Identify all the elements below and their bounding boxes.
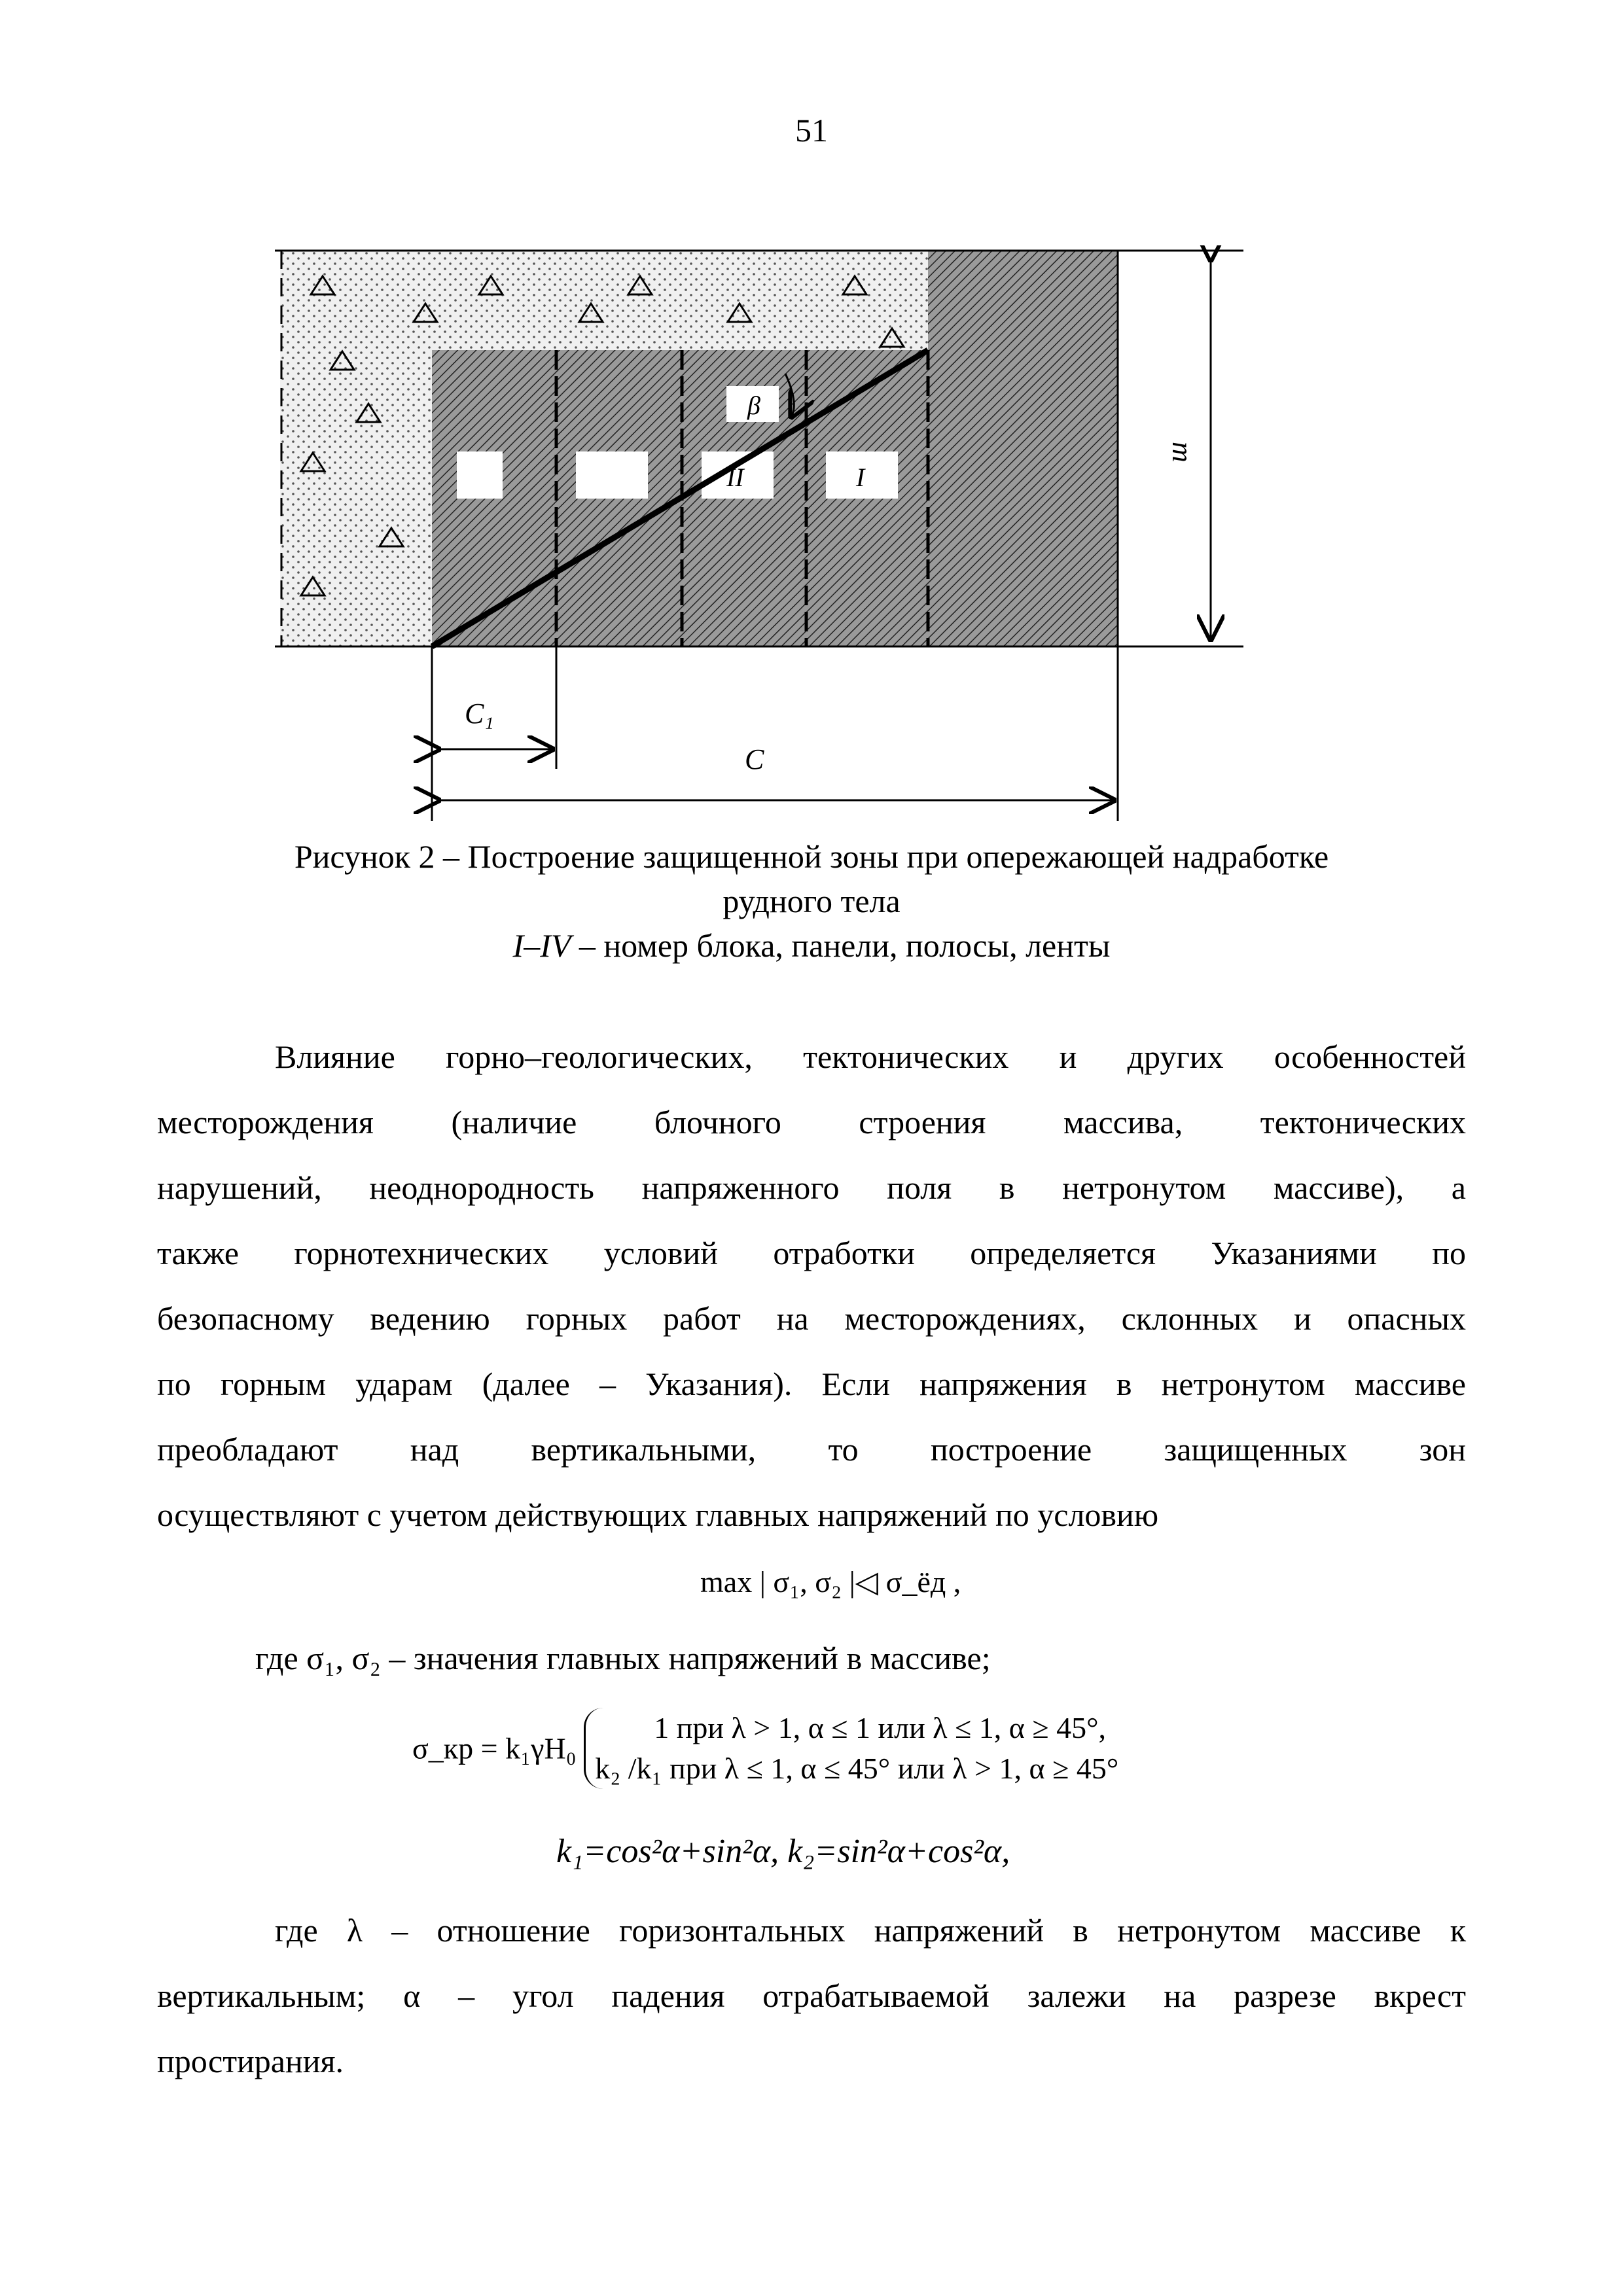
condition-formula: max | σ₁, σ₂ |◁ σ_ёд , (700, 1565, 961, 1598)
paragraph-2-line: вертикальным; α – угол падения отрабатываемой залежи на разрезе вкрест (157, 1977, 1466, 2014)
formula-case-1: 1 при λ > 1, α ≤ 1 или λ ≤ 1, α ≥ 45°, (654, 1711, 1107, 1744)
paragraph-1-line: осуществляют с учетом действующих главных напряжений по условию (157, 1496, 1159, 1533)
c1-label: C₁ (465, 698, 494, 730)
paragraph-1-line: преобладают над вертикальными, то построение защищенных зон (157, 1431, 1466, 1468)
caption-line-3 (131, 923, 1492, 968)
figure-caption (131, 834, 1492, 968)
where-sigma-line: где σ₁, σ₂ – значения главных напряжений в массиве; (255, 1640, 991, 1676)
beta-label: β (747, 391, 760, 420)
caption-roman-range: I–IV (512, 927, 571, 964)
paragraph-1-line: по горным ударам (далее – Указания). Если напряжения в нетронутом массиве (157, 1366, 1466, 1402)
formula-cases (584, 1708, 1118, 1789)
protected-zone-diagram (275, 245, 1257, 834)
paragraph-1 (157, 1024, 1466, 1547)
formula-lhs: σ_кр = k₁γH₀ (412, 1731, 577, 1765)
caption-line-2: рудного тела (722, 883, 901, 919)
caption-line-1: Рисунок 2 – Построение защищенной зоны при опережающей надработке (294, 838, 1329, 875)
paragraph-2-line: простирания. (157, 2043, 344, 2079)
m-label: m (1166, 442, 1198, 463)
page-number: 51 (795, 112, 828, 149)
paragraph-2 (157, 1898, 1466, 2094)
critical-stress-formula (412, 1708, 1118, 1789)
worked-zone (928, 251, 1118, 646)
paragraph-1-line: нарушений, неоднородность напряженного поля в нетронутом массиве), а (157, 1169, 1466, 1206)
formula-case-2: k₂ /k₁ при λ ≤ 1, α ≤ 45° или λ > 1, α ≥ 45° (595, 1752, 1119, 1785)
paragraph-1-line: месторождения (наличие блочного строения массива, тектонических (157, 1104, 1466, 1140)
caption-line-3-text: – номер блока, панели, полосы, ленты (571, 927, 1111, 964)
paragraph-2-line: где λ – отношение горизонтальных напряжений в нетронутом массиве к (275, 1912, 1466, 1949)
paragraph-1-line: безопасному ведению горных работ на месторождениях, склонных и опасных (157, 1300, 1466, 1337)
paragraph-1-line: Влияние горно–геологических, тектонических и других особенностей (275, 1038, 1466, 1075)
k-coefficients-formula: k₁=cos²α+sin²α, k₂=sin²α+cos²α, (556, 1833, 1010, 1870)
block-3 (576, 451, 648, 499)
c-label: C (745, 743, 764, 775)
block-2-label: II (726, 463, 744, 492)
block-1-label: I (856, 463, 865, 492)
block-4 (457, 451, 503, 499)
paragraph-1-line: также горнотехнических условий отработки определяется Указаниями по (157, 1235, 1466, 1271)
